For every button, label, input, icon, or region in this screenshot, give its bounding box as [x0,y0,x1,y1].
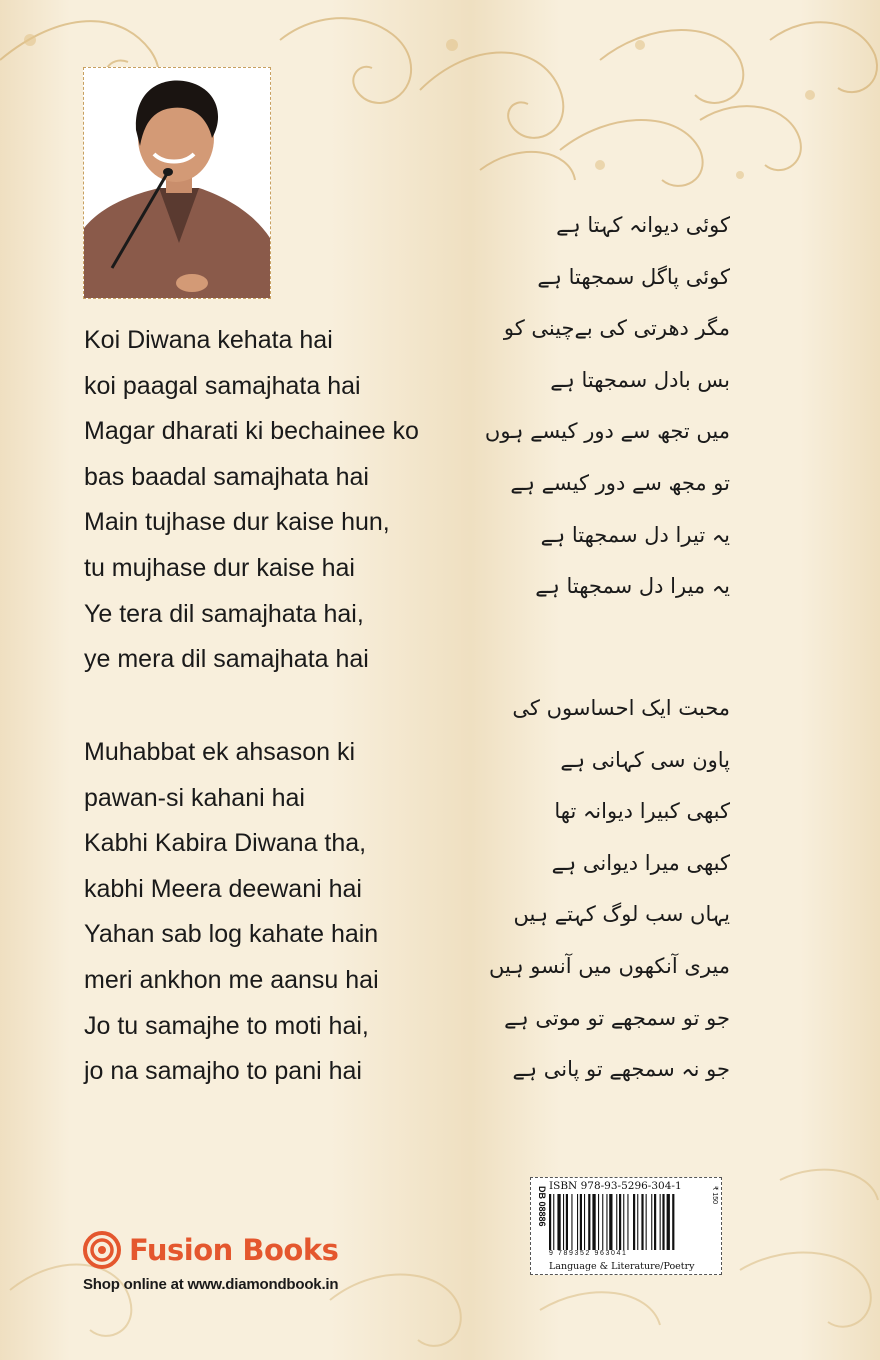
barcode-category: Language & Literature/Poetry [549,1261,695,1272]
barcode-bar [598,1194,599,1250]
verse-line: Jo tu samajhe to moti hai, [84,1011,369,1040]
barcode-bar [623,1194,624,1250]
barcode-bar [549,1194,551,1250]
urdu-verse-line: کبھی میرا دیوانی ہے [551,850,730,875]
publisher-name: Fusion Books [129,1233,339,1267]
barcode-bars [549,1194,707,1250]
barcode-bar [616,1194,617,1250]
author-portrait-image [84,68,270,298]
barcode-bar [577,1194,578,1250]
urdu-verse-line: تو مجھ سے دور کیسے ہے [510,470,730,495]
barcode-bar [627,1194,628,1250]
urdu-verse-line: میں تجھ سے دور کیسے ہوں [484,419,730,444]
urdu-stanza-2 [410,683,730,1096]
verse-line: meri ankhon me aansu hai [84,965,379,994]
barcode-bar [609,1194,612,1250]
author-photo [83,67,271,299]
urdu-verse-line: مگر دھرتی کی بےچینی کو [503,316,730,341]
urdu-stanza-1 [410,200,730,613]
shop-online-text: Shop online at www.diamondbook.in [83,1276,339,1293]
barcode-bar [646,1194,647,1250]
verse-line: tu mujhase dur kaise hai [84,553,355,582]
verse-line: Yahan sab log kahate hain [84,920,379,949]
verse-line: jo na samajho to pani hai [84,1057,362,1086]
urdu-verse-line: کوئی دیوانہ کہتا ہے [556,213,730,237]
barcode-bar [637,1194,638,1250]
barcode-bar [563,1194,564,1250]
urdu-verse-line: پاون سی کہانی ہے [560,747,730,772]
publisher-logo [83,1230,338,1270]
urdu-verse-line: میری آنکھوں میں آنسو ہیں [489,953,730,978]
barcode-digits: 9 789352 963041 [549,1250,628,1257]
barcode-bar [606,1194,607,1250]
price-label: ₹ 150 [711,1186,718,1205]
urdu-verse-line: جو تو سمجھے تو موتی ہے [504,1005,730,1030]
isbn-barcode [530,1177,722,1275]
english-stanza-2 [84,730,379,1095]
barcode-bar [602,1194,603,1250]
barcode-bar [660,1194,661,1250]
barcode-bar [592,1194,595,1250]
isbn-number: ISBN 978-93-5296-304-1 [549,1180,682,1192]
barcode-bar [667,1194,670,1250]
barcode-bar [566,1194,568,1250]
db-code: DB 08886 [537,1186,547,1227]
verse-line: ye mera dil samajhata hai [84,645,369,674]
urdu-verse-line: یہ میرا دل سمجھتا ہے [535,574,730,599]
urdu-verse-line: محبت ایک احساسوں کی [512,696,730,720]
verse-line: Magar dharati ki bechainee ko [84,417,419,446]
urdu-verses [410,200,730,1082]
urdu-verse-line: یہ تیرا دل سمجھتا ہے [540,522,730,547]
verse-line: Ye tera dil samajhata hai, [84,599,364,628]
barcode-bar [672,1194,674,1250]
urdu-verse-line: کوئی پاگل سمجھتا ہے [537,264,730,289]
barcode-bar [584,1194,585,1250]
urdu-verse-line: کبھی کبیرا دیوانہ تھا [554,799,730,824]
barcode-bar [588,1194,590,1250]
barcode-bar [619,1194,621,1250]
barcode-bar [651,1194,652,1250]
verse-line: pawan-si kahani hai [84,783,305,812]
verse-line: Koi Diwana kehata hai [84,326,333,354]
verse-line: Muhabbat ek ahsason ki [84,738,356,766]
verse-line: bas baadal samajhata hai [84,462,369,491]
urdu-verse-line: یہاں سب لوگ کہتے ہیں [513,902,730,927]
fusion-spiral-icon [83,1231,121,1269]
barcode-bar [633,1194,635,1250]
barcode-bar [580,1194,582,1250]
barcode-bar [654,1194,656,1250]
urdu-verse-line: بس بادل سمجھتا ہے [550,367,730,392]
urdu-verse-line: جو نہ سمجھے تو پانی ہے [512,1057,730,1082]
barcode-bar [641,1194,643,1250]
verse-line: Kabhi Kabira Diwana tha, [84,829,367,858]
verse-line: kabhi Meera deewani hai [84,874,362,903]
barcode-bar [571,1194,572,1250]
verse-line: koi paagal samajhata hai [84,371,361,400]
barcode-bar [662,1194,664,1250]
barcode-bar [553,1194,554,1250]
barcode-bar [557,1194,560,1250]
verse-line: Main tujhase dur kaise hun, [84,508,390,537]
